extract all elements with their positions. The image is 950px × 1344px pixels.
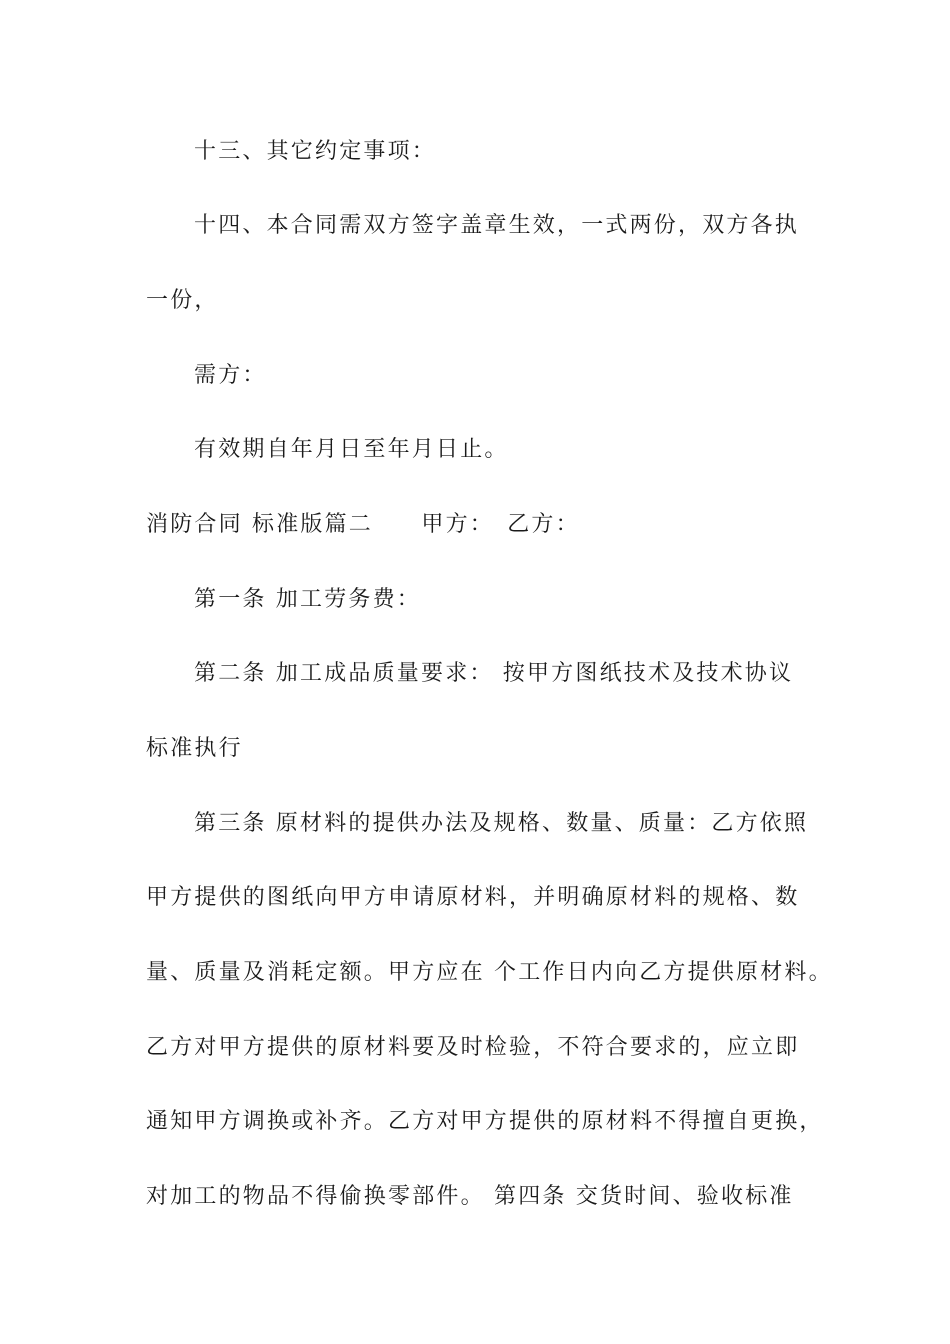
article-3-line-5: 通知甲方调换或补齐。乙方对甲方提供的原材料不得擅自更换， bbox=[146, 1109, 824, 1134]
section-heading: 消防合同 标准版篇二 甲方： 乙方： bbox=[146, 512, 580, 537]
clause-14-line: 十四、本合同需双方签字盖章生效，一式两份，双方各执 bbox=[194, 213, 800, 238]
article-2-continuation: 标准执行 bbox=[146, 736, 243, 761]
article-4-line: 对加工的物品不得偷换零部件。 第四条 交货时间、验收标准 bbox=[146, 1184, 794, 1209]
clause-14-continuation: 一份， bbox=[146, 288, 219, 313]
article-3-line-3: 量、质量及消耗定额。甲方应在 个工作日内向乙方提供原材料。 bbox=[146, 960, 833, 985]
buyer-line: 需方： bbox=[194, 363, 267, 388]
clause-13-line: 十三、其它约定事项： bbox=[194, 139, 437, 164]
article-3-line-4: 乙方对甲方提供的原材料要及时检验，不符合要求的，应立即 bbox=[146, 1035, 800, 1060]
article-3-line-2: 甲方提供的图纸向甲方申请原材料，并明确原材料的规格、数 bbox=[146, 885, 800, 910]
article-1-line: 第一条 加工劳务费： bbox=[194, 587, 421, 612]
article-3-line: 第三条 原材料的提供办法及规格、数量、质量：乙方依照 bbox=[194, 811, 809, 836]
article-2-line: 第二条 加工成品质量要求： 按甲方图纸技术及技术协议 bbox=[194, 661, 794, 686]
validity-line: 有效期自年月日至年月日止。 bbox=[194, 437, 509, 462]
